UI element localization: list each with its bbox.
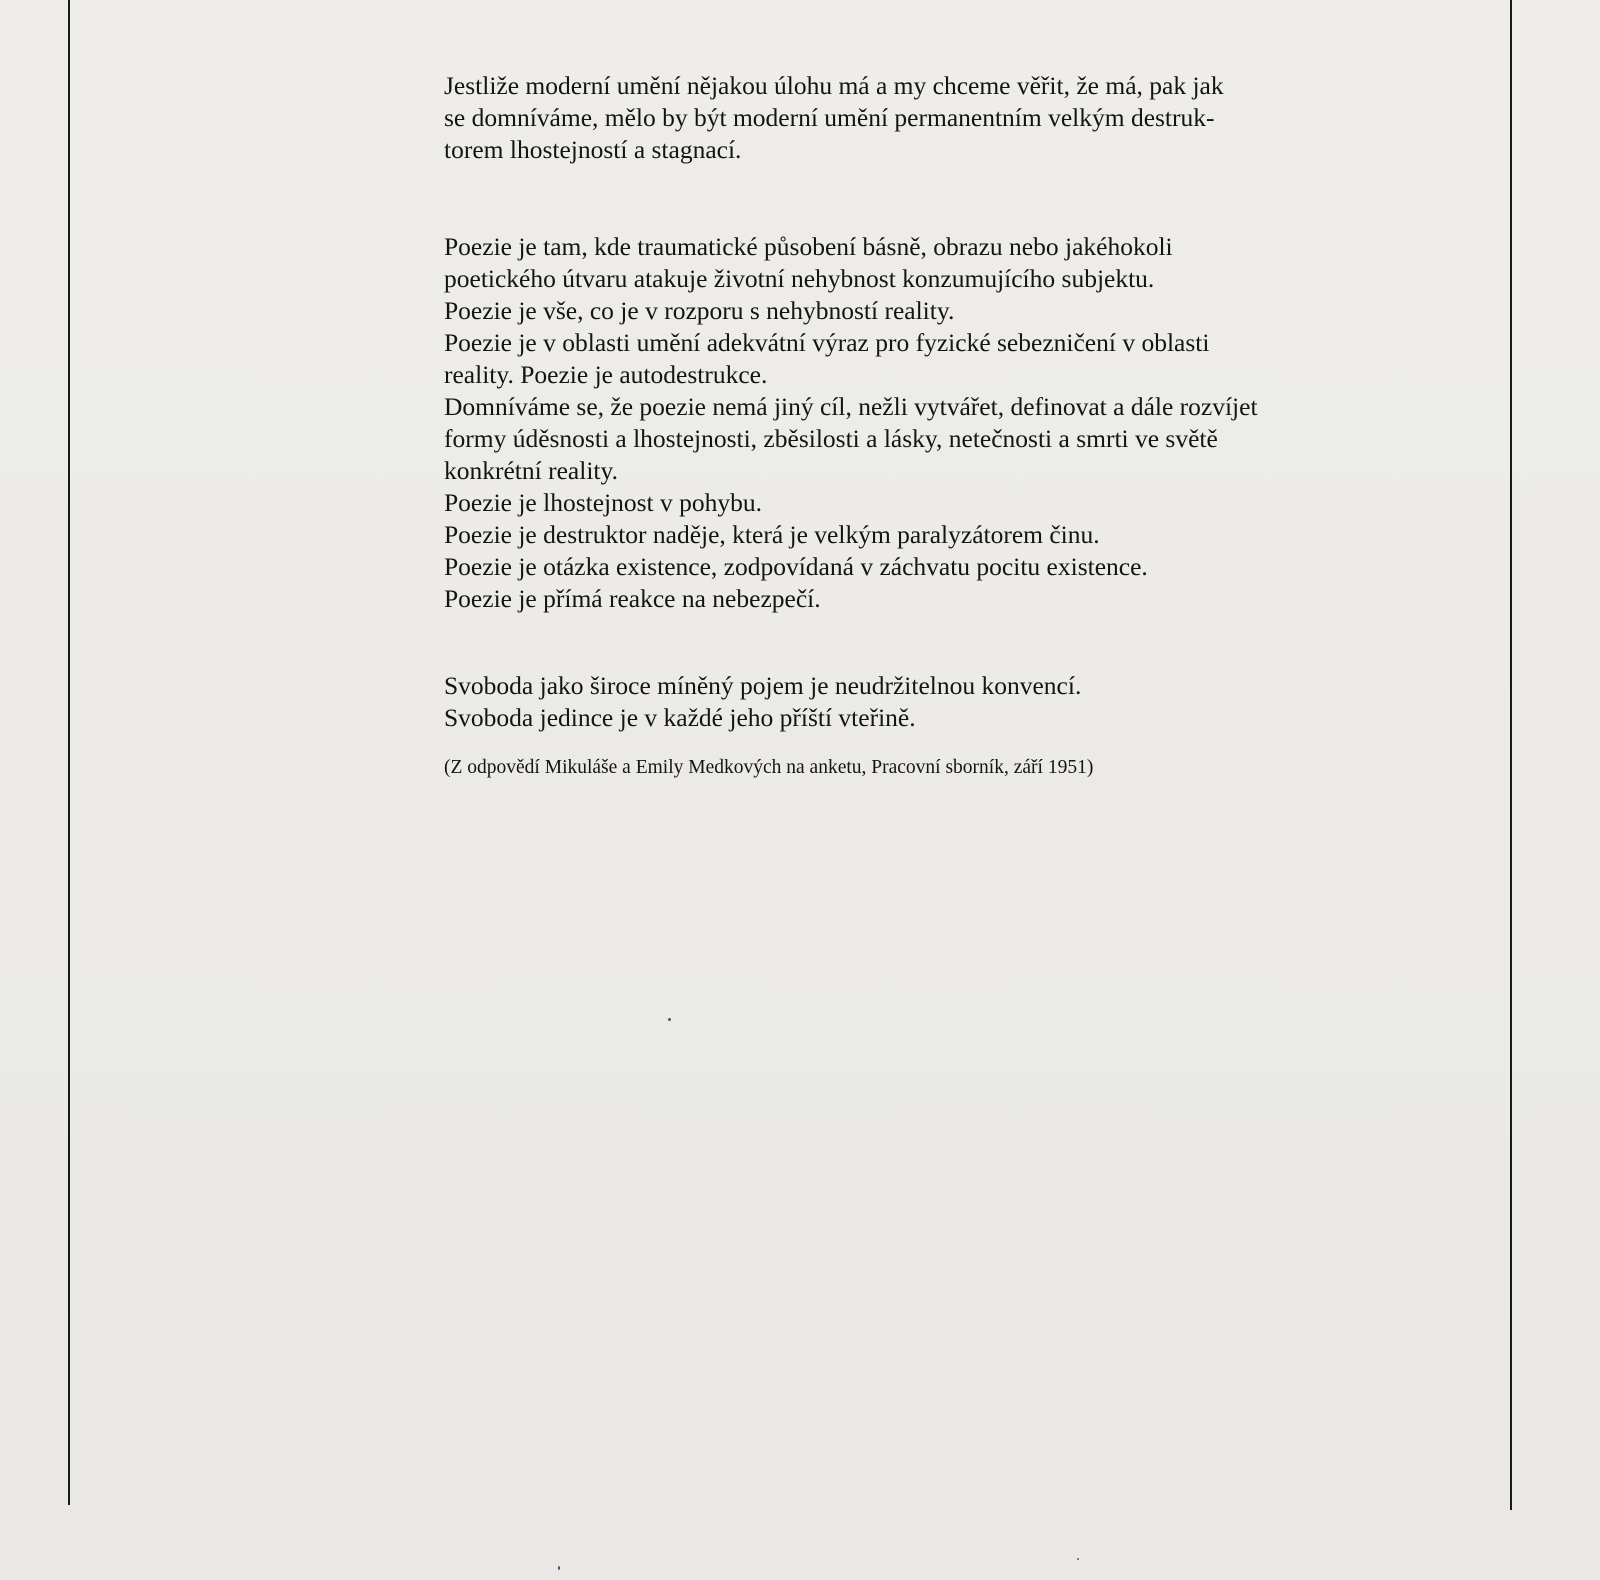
text-line: Poezie je lhostejnost v pohybu.	[444, 488, 763, 517]
left-margin-rule	[68, 0, 70, 1505]
text-line: konkrétní reality.	[444, 456, 618, 485]
text-line: Svoboda jedince je v každé jeho příští vteřině.	[444, 703, 916, 732]
paragraph-gap	[444, 166, 1479, 231]
text-line: Jestliže moderní umění nějakou úlohu má a my chceme věřit, že má, pak jak	[444, 71, 1224, 100]
text-line: Poezie je v oblasti umění adekvátní výraz pro fyzické sebezničení v oblasti	[444, 328, 1210, 357]
paper-speck	[668, 1018, 671, 1021]
text-line: Poezie je destruktor naděje, která je velkým paralyzátorem činu.	[444, 520, 1100, 549]
text-line: formy úděsnosti a lhostejnosti, zběsilosti a lásky, netečnosti a smrti ve světě	[444, 424, 1218, 453]
paragraph-gap	[444, 615, 1479, 670]
text-line: Poezie je otázka existence, zodpovídaná v záchvatu pocitu existence.	[444, 552, 1148, 581]
text-line: Poezie je vše, co je v rozporu s nehybností reality.	[444, 296, 955, 325]
text-line: Poezie je přímá reakce na nebezpečí.	[444, 584, 821, 613]
text-line: poetického útvaru atakuje životní nehybnost konzumujícího subjektu.	[444, 264, 1155, 293]
text-line: se domníváme, mělo by být moderní umění permanentním velkým destruk-	[444, 103, 1215, 132]
paragraph-modern-art	[444, 70, 1479, 166]
paragraph-poetry	[444, 231, 1479, 615]
text-line: Svoboda jako široce míněný pojem je neudržitelnou konvencí.	[444, 671, 1082, 700]
paragraph-freedom	[444, 670, 1479, 734]
text-line: torem lhostejností a stagnací.	[444, 135, 742, 164]
citation-line: (Z odpovědí Mikuláše a Emily Medkových na anketu,	[444, 757, 867, 778]
main-text	[444, 70, 1479, 782]
text-line: reality. Poezie je autodestrukce.	[444, 360, 768, 389]
paper-speck	[558, 1566, 560, 1570]
paper-speck	[1077, 1558, 1079, 1560]
paragraph-gap	[444, 734, 1479, 754]
text-line: Domníváme se, že poezie nemá jiný cíl, nežli vytvářet, definovat a dále rozvíjet	[444, 392, 1258, 421]
citation-line: Pracovní sborník, září 1951)	[871, 757, 1094, 778]
source-citation	[444, 754, 1479, 782]
right-margin-rule	[1510, 0, 1512, 1510]
text-line: Poezie je tam, kde traumatické působení básně, obrazu nebo jakéhokoli	[444, 232, 1173, 261]
